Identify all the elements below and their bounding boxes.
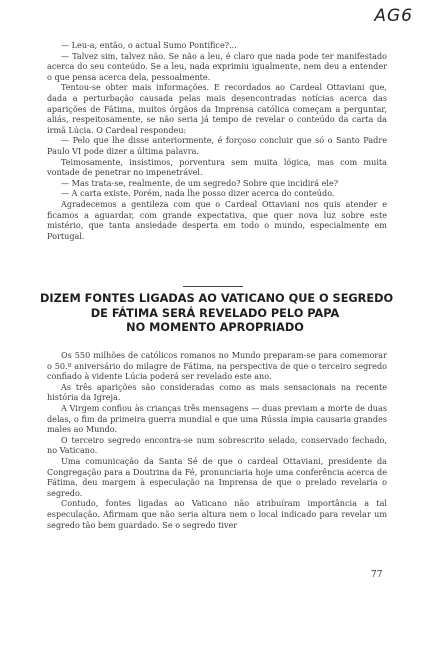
paragraph: Os 550 milhões de católicos romanos no Mundo preparam-se para comemorar o 50.º aniversário do milagre de Fátima, na perspectiva de que o terceiro segredo confiado à vidente Lúcia poderá ser revelado este ano. [47, 350, 387, 382]
paragraph: — Pelo que lhe disse anteriormente, é forçoso concluir que só o Santo Padre Paulo VI pode dizer a última palavra. [47, 135, 387, 156]
section-divider [183, 286, 243, 287]
page-number: 77 [371, 570, 383, 580]
paragraph: Contudo, fontes ligadas ao Vaticano não atribuíram importância a tal especulação. Afirmam que não seria altura nem o local indicado para revelar um segredo tão bem guardado. Se o segredo tiver [47, 498, 387, 530]
handwritten-annotation: AG6 [374, 6, 413, 26]
paragraph: Agradecemos a gentileza com que o Cardeal Ottaviani nos quis atender e ficamos a aguardar, com grande expectativa, que quer nova luz sobre este mistério, que tanta ansiedade desperta em todo o mundo, especialmente em Portugal. [47, 198, 387, 241]
paragraph: — Talvez sim, talvez não. Se não a leu, é claro que nada pode ter manifestado acerca do seu conteúdo. Se a leu, nada exprimiu igualmente, nem deu a entender o que pensa acerca dela, pessoalmente. [47, 50, 387, 82]
article-headline [40, 292, 394, 336]
paragraph: Tentou-se obter mais informações. E recordados ao Cardeal Ottaviani que, dada a perturbação causada pelas mais desencontradas notícias acerca das aparições de Fátima, muitos órgãos da Imprensa católica começam a perguntar, aliás, respeitosamente, se não seria já tempo de revelar o conteúdo da carta da irmã Lúcia. O Cardeal respondeu: [47, 82, 387, 135]
paragraph: As três aparições são consideradas como as mais sensacionais na recente história da Igreja. [47, 381, 387, 403]
paragraph: — A carta existe. Porém, nada lhe posso dizer acerca do conteúdo. [61, 188, 335, 199]
paragraph: Teimosamente, insistimos, porventura sem muita lógica, mas com muita vontade de penetrar no impenetrável. [47, 156, 387, 178]
paragraph: — Mas trata-se, realmente, de um segredo? Sobre que incidirá ele? [61, 177, 339, 188]
paragraph: A Virgem confiou às crianças três mensagens — duas previam a morte de duas delas, o fim da primeira guerra mundial e que uma Rússia ímpia causaria grandes males ao Mundo. [47, 402, 387, 435]
headline-line: NO MOMENTO APROPRIADO [126, 321, 304, 334]
paragraph: Uma comunicação da Santa Sé de que o cardeal Ottaviani, presidente da Congregação para a Doutrina da Fé, pronunciaria hoje uma conferência acerca de Fátima, deu margem à especulação na Imprensa de que o prelado revelaria o segredo. [47, 455, 387, 498]
interview-text [47, 40, 387, 241]
article-text [47, 350, 387, 530]
paragraph: O terceiro segredo encontra-se num sobrescrito selado, conservado fechado, no Vaticano. [47, 434, 387, 456]
headline-line: DE FÁTIMA SERÁ REVELADO PELO PAPA [90, 306, 340, 320]
headline-line: DIZEM FONTES LIGADAS AO VATICANO QUE O SEGREDO [40, 292, 394, 305]
paragraph: — Leu-a, então, o actual Sumo Pontífice?... [61, 40, 237, 50]
